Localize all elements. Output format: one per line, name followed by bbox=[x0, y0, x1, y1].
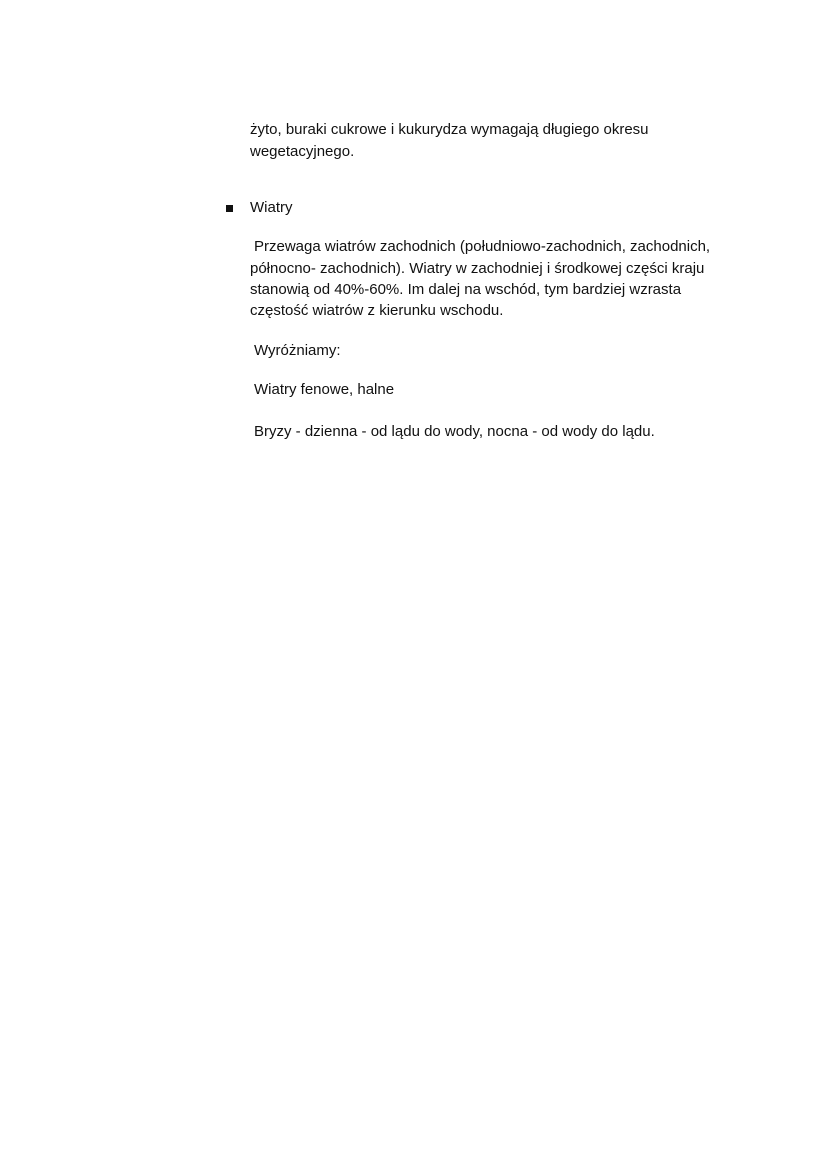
paragraph-line-2: północno- zachodnich). Wiatry w zachodniej i środkowej części kraju bbox=[250, 260, 705, 277]
paragraph-line-1: Przewaga wiatrów zachodnich (południowo-zachodnich, zachodnich, bbox=[254, 238, 711, 255]
square-bullet-icon bbox=[226, 205, 233, 212]
list-item: Wiatry fenowe, halne bbox=[254, 381, 395, 398]
distinguish-label: Wyróżniamy: bbox=[254, 342, 341, 359]
paragraph-line-3: stanowią od 40%-60%. Im dalej na wschód, tym bardziej wzrasta bbox=[250, 281, 682, 298]
list-item: Bryzy - dzienna - od lądu do wody, nocna - od wody do lądu. bbox=[254, 423, 655, 440]
section-heading: Wiatry bbox=[250, 199, 293, 216]
paragraph-line-4: częstość wiatrów z kierunku wschodu. bbox=[250, 302, 504, 319]
continuation-line-1: żyto, buraki cukrowe i kukurydza wymagają długiego okresu bbox=[250, 121, 649, 138]
continuation-line-2: wegetacyjnego. bbox=[250, 143, 355, 160]
